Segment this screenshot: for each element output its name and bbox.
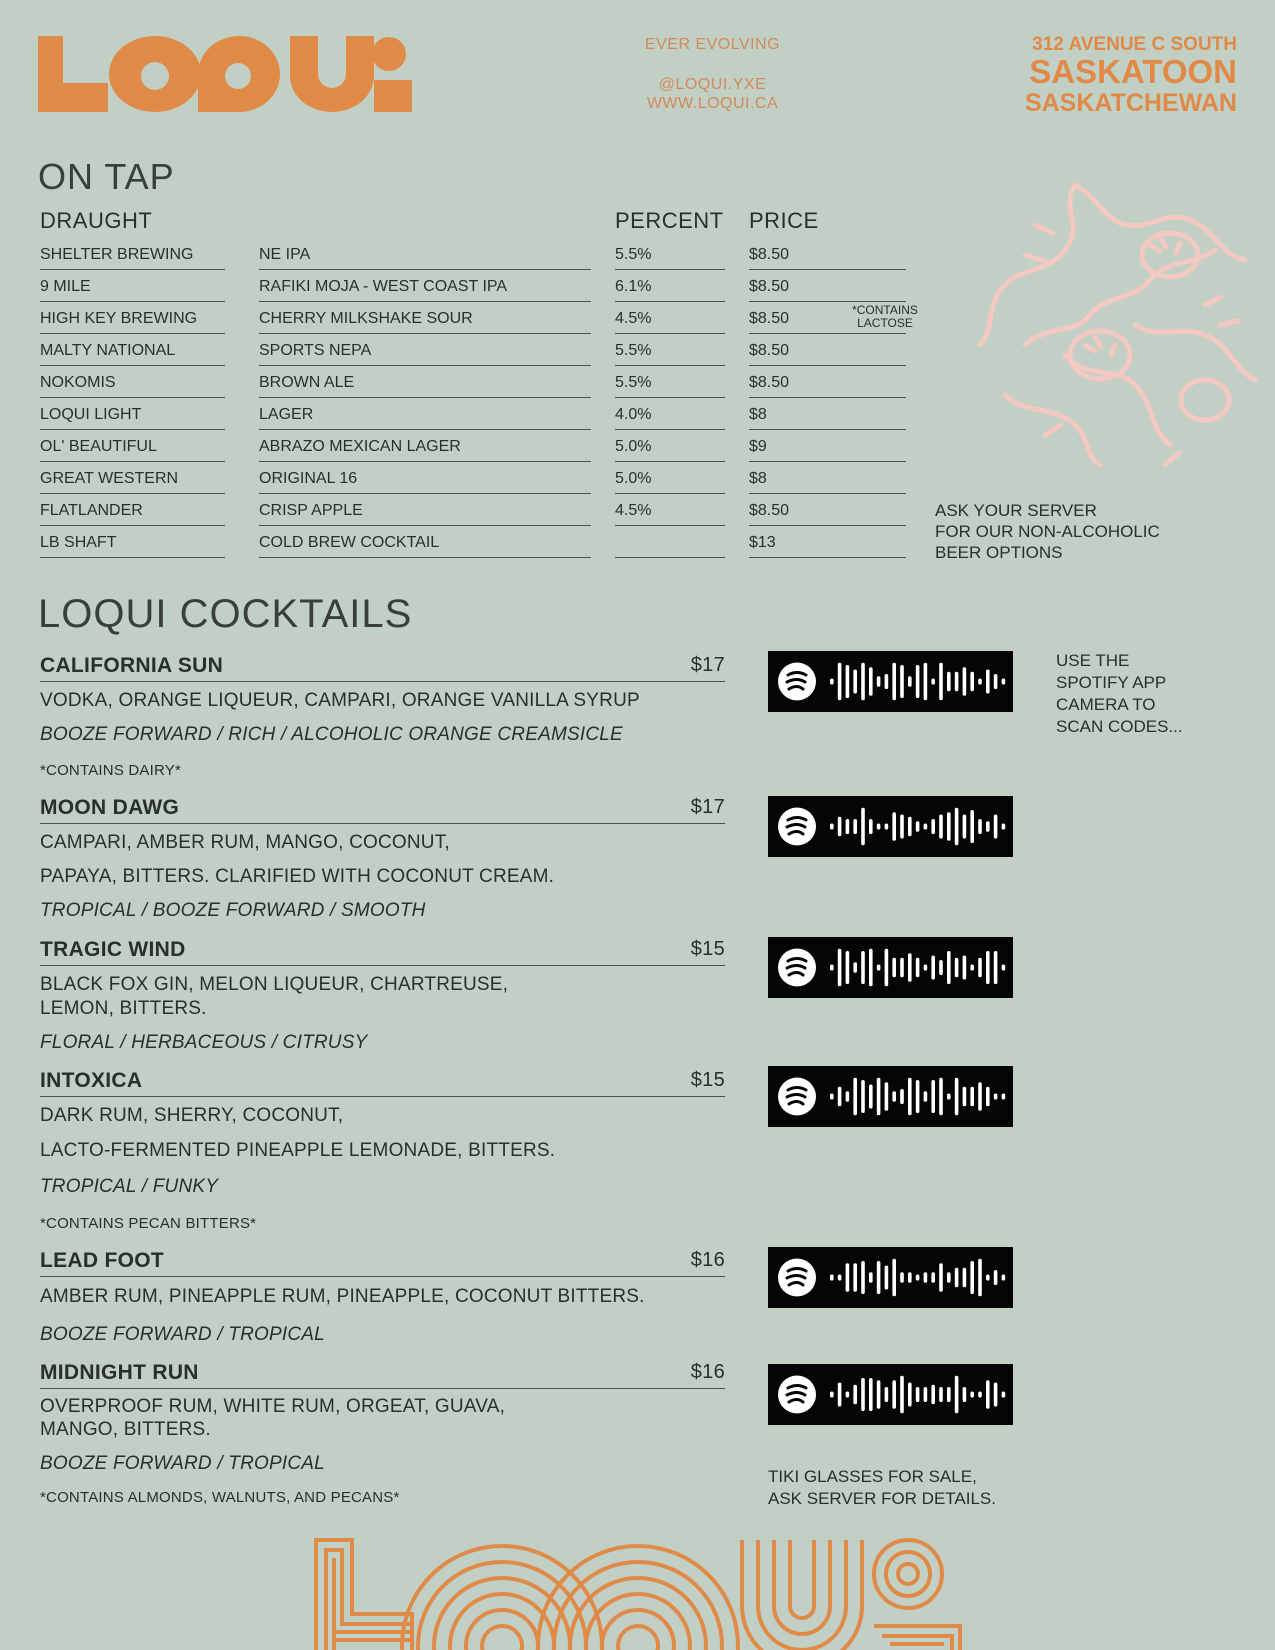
tap-price: $8.50 <box>749 272 906 302</box>
spotify-code-bar <box>970 672 974 692</box>
spotify-code-bar <box>830 679 834 685</box>
spotify-code-bar <box>885 824 889 830</box>
cocktail-ingredients: CAMPARI, AMBER RUM, MANGO, COCONUT, <box>40 832 450 853</box>
spotify-code-bar <box>908 817 912 837</box>
spotify-code-graphic <box>768 937 1013 998</box>
cocktail-ingredients: DARK RUM, SHERRY, COCONUT, <box>40 1105 344 1126</box>
tap-price: $9 <box>749 432 906 462</box>
spotify-code-bar <box>931 956 935 980</box>
spotify-code-bar <box>853 670 857 694</box>
spotify-code-bar <box>869 1378 873 1411</box>
cocktail-profile: TROPICAL / BOOZE FORWARD / SMOOTH <box>40 900 426 921</box>
cocktail-price: $15 <box>690 938 725 960</box>
spotify-code-bar <box>931 679 935 685</box>
spotify-code-bar <box>1002 1392 1006 1398</box>
spotify-code-bar <box>861 808 865 846</box>
spotify-code-bar <box>869 949 873 987</box>
cocktail-price: $17 <box>690 796 725 818</box>
tap-brewery: GREAT WESTERN <box>40 464 225 494</box>
cocktail-name: CALIFORNIA SUN <box>40 654 224 677</box>
spotify-code-bar <box>846 819 850 834</box>
spotify-code-bar <box>900 815 904 839</box>
spotify-code-icon[interactable] <box>768 937 1013 998</box>
website-link[interactable]: WWW.LOQUI.CA <box>646 95 779 112</box>
address: 312 AVENUE C SOUTH <box>1032 34 1237 55</box>
tap-beer: CHERRY MILKSHAKE SOUR <box>259 304 591 334</box>
spotify-code-bar <box>869 667 873 696</box>
non-alc-line: FOR OUR NON-ALCOHOLIC <box>935 522 1160 541</box>
spotify-code-bar <box>900 958 904 978</box>
spotify-code-bar <box>947 1387 951 1402</box>
spotify-code-bar <box>947 672 951 692</box>
spotify-code-bar <box>838 1275 842 1281</box>
cocktail-name: MOON DAWG <box>40 796 180 819</box>
spotify-code-bar <box>1002 824 1006 830</box>
spotify-code-bar <box>892 1380 896 1409</box>
cocktail-price: $16 <box>690 1361 725 1383</box>
spotify-code-bar <box>900 1376 904 1414</box>
spotify-code-bar <box>916 1387 920 1402</box>
spotify-code-bar <box>963 667 967 696</box>
spotify-code-bar <box>853 819 857 834</box>
spotify-code-bar <box>924 663 928 701</box>
spotify-code-bar <box>963 1087 967 1107</box>
tap-percent: 5.0% <box>615 432 725 462</box>
tap-brewery: NOKOMIS <box>40 368 225 398</box>
cocktail-header <box>40 1249 725 1277</box>
tagline: EVER EVOLVING <box>644 36 781 53</box>
spotify-note-line: SCAN CODES... <box>1056 717 1183 736</box>
spotify-code-bar <box>830 824 834 830</box>
spotify-note-line: SPOTIFY APP <box>1056 673 1167 692</box>
spotify-logo-icon <box>778 949 816 987</box>
spotify-code-icon[interactable] <box>768 1066 1013 1127</box>
cocktail-ingredients: AMBER RUM, PINEAPPLE RUM, PINEAPPLE, COCONUT BITTERS. <box>40 1286 645 1307</box>
spotify-code-bar <box>853 962 857 973</box>
cocktails-title: LOQUI COCKTAILS <box>38 592 413 636</box>
allergy-note: *CONTAINS PECAN BITTERS* <box>40 1215 257 1232</box>
spotify-code-bar <box>994 674 998 689</box>
cocktail-profile: TROPICAL / FUNKY <box>40 1176 219 1197</box>
spotify-code-bar <box>846 665 850 698</box>
cocktail-ingredients: MANGO, BITTERS. <box>40 1419 211 1440</box>
lactose-note-line: LACTOSE <box>857 316 913 330</box>
spotify-code-bar <box>994 951 998 984</box>
tap-percent: 5.5% <box>615 240 725 270</box>
spotify-code-bar <box>978 819 982 834</box>
spotify-code-bar <box>970 1087 974 1107</box>
spotify-code-bar <box>853 1078 857 1116</box>
cocktail-header <box>40 1361 725 1389</box>
tap-beer: CRISP APPLE <box>259 496 591 526</box>
spotify-code-bar <box>885 949 889 987</box>
spotify-code-graphic <box>768 651 1013 712</box>
spotify-code-bar <box>978 1392 982 1398</box>
spotify-code-bar <box>877 1380 881 1409</box>
spotify-code-bar <box>978 958 982 978</box>
tap-brewery: LOQUI LIGHT <box>40 400 225 430</box>
spotify-code-graphic <box>768 796 1013 857</box>
spotify-code-bar <box>924 1272 928 1283</box>
tap-brewery: MALTY NATIONAL <box>40 336 225 366</box>
spotify-logo-icon <box>778 1078 816 1116</box>
allergy-note: *CONTAINS DAIRY* <box>40 762 182 779</box>
spotify-code-icon[interactable] <box>768 651 1013 712</box>
spotify-code-bar <box>877 1261 881 1294</box>
spotify-code-bar <box>955 672 959 692</box>
spotify-code-bar <box>970 810 974 843</box>
spotify-code-bar <box>853 1263 857 1292</box>
spotify-code-bar <box>916 665 920 698</box>
spotify-code-icon[interactable] <box>768 1364 1013 1425</box>
spotify-code-bar <box>830 1275 834 1281</box>
spotify-code-bar <box>877 676 881 687</box>
spotify-code-bar <box>986 1380 990 1409</box>
cocktail-price: $15 <box>690 1069 725 1091</box>
tap-beer: LAGER <box>259 400 591 430</box>
spotify-code-bar <box>963 815 967 839</box>
spotify-code-bar <box>986 670 990 694</box>
spotify-code-bar <box>931 1385 935 1405</box>
spotify-code-bar <box>931 1080 935 1113</box>
city: SASKATOON <box>1029 53 1237 90</box>
spotify-code-bar <box>986 951 990 984</box>
spotify-note-line: CAMERA TO <box>1056 695 1156 714</box>
spotify-code-bar <box>900 1089 904 1104</box>
spotify-code-bar <box>994 1094 998 1100</box>
spotify-logo-icon <box>778 1376 816 1414</box>
spotify-code-bar <box>955 1268 959 1288</box>
tiki-note-line: TIKI GLASSES FOR SALE, <box>768 1467 977 1486</box>
draught-header: DRAUGHT <box>40 208 153 233</box>
spotify-code-bar <box>908 1272 912 1283</box>
cocktail-ingredients: VODKA, ORANGE LIQUEUR, CAMPARI, ORANGE VANILLA SYRUP <box>40 690 640 711</box>
cocktail-ingredients: LACTO-FERMENTED PINEAPPLE LEMONADE, BITTERS. <box>40 1140 556 1161</box>
spotify-code-bar <box>908 1383 912 1407</box>
lactose-note <box>846 304 924 330</box>
tiger-illustration <box>965 165 1275 475</box>
spotify-code-bar <box>830 1392 834 1398</box>
tiki-note-line: ASK SERVER FOR DETAILS. <box>768 1489 996 1508</box>
tap-price: $13 <box>749 528 906 558</box>
spotify-code-bar <box>861 1261 865 1294</box>
spotify-code-bar <box>955 1078 959 1116</box>
tap-beer: NE IPA <box>259 240 591 270</box>
spotify-code-icon[interactable] <box>768 1247 1013 1308</box>
cocktail-name: LEAD FOOT <box>40 1249 165 1272</box>
spotify-code-bar <box>846 951 850 984</box>
spotify-code-bar <box>986 1087 990 1107</box>
spotify-code-bar <box>861 1378 865 1411</box>
spotify-code-bar <box>978 1259 982 1297</box>
tap-price: $8 <box>749 464 906 494</box>
spotify-code-bar <box>830 965 834 971</box>
on-tap-title: ON TAP <box>38 156 175 197</box>
spotify-code-bar <box>892 1091 896 1102</box>
spotify-code-bar <box>947 812 951 841</box>
non-alc-line: BEER OPTIONS <box>935 543 1063 562</box>
tap-beer: ABRAZO MEXICAN LAGER <box>259 432 591 462</box>
cocktail-header <box>40 938 725 966</box>
spotify-code-bar <box>916 1080 920 1113</box>
spotify-code-bar <box>885 1082 889 1111</box>
spotify-code-bar <box>931 1272 935 1283</box>
spotify-code-bar <box>994 1270 998 1285</box>
cocktail-header <box>40 1069 725 1097</box>
loqui-logo <box>38 36 412 112</box>
spotify-code-bar <box>970 965 974 971</box>
cocktail-profile: FLORAL / HERBACEOUS / CITRUSY <box>40 1032 368 1053</box>
spotify-code-bar <box>955 958 959 978</box>
allergy-note: *CONTAINS ALMONDS, WALNUTS, AND PECANS* <box>40 1489 400 1506</box>
spotify-code-graphic <box>768 1247 1013 1308</box>
tap-price: $8 <box>749 400 906 430</box>
spotify-code-bar <box>1002 679 1006 685</box>
tap-price: $8.50 <box>749 240 906 270</box>
tap-price: $8.50 <box>749 496 906 526</box>
cocktail-header <box>40 654 725 682</box>
cocktail-profile: BOOZE FORWARD / TROPICAL <box>40 1324 325 1345</box>
non-alc-line: ASK YOUR SERVER <box>935 501 1097 520</box>
tap-brewery: HIGH KEY BREWING <box>40 304 225 334</box>
spotify-code-bar <box>885 1387 889 1402</box>
spotify-code-bar <box>970 1392 974 1398</box>
spotify-code-bar <box>994 1383 998 1407</box>
spotify-code-bar <box>978 679 982 685</box>
cocktail-ingredients: PAPAYA, BITTERS. CLARIFIED WITH COCONUT CREAM. <box>40 866 555 887</box>
spotify-code-bar <box>838 1087 842 1107</box>
cocktail-price: $16 <box>690 1249 725 1271</box>
tap-percent: 4.5% <box>615 496 725 526</box>
cocktail-header <box>40 796 725 824</box>
tap-price: $8.50 <box>749 368 906 398</box>
spotify-code-bar <box>970 1261 974 1294</box>
spotify-code-bar <box>955 808 959 846</box>
spotify-code-bar <box>885 674 889 689</box>
spotify-code-bar <box>924 1091 928 1102</box>
spotify-code-bar <box>869 1272 873 1283</box>
spotify-code-bar <box>900 665 904 698</box>
tap-percent: 4.5% <box>615 304 725 334</box>
tap-percent: 4.0% <box>615 400 725 430</box>
spotify-code-bar <box>861 951 865 984</box>
spotify-code-bar <box>892 958 896 978</box>
cocktail-ingredients: OVERPROOF RUM, WHITE RUM, ORGEAT, GUAVA, <box>40 1396 506 1417</box>
spotify-code-bar <box>908 1078 912 1116</box>
tap-brewery: SHELTER BREWING <box>40 240 225 270</box>
tap-beer: RAFIKI MOJA - WEST COAST IPA <box>259 272 591 302</box>
spotify-code-bar <box>955 1376 959 1414</box>
cocktail-name: INTOXICA <box>40 1069 143 1092</box>
tap-price: $8.50 <box>749 304 906 334</box>
percent-header: PERCENT <box>615 208 724 233</box>
spotify-code-bar <box>963 956 967 980</box>
spotify-code-bar <box>838 1383 842 1407</box>
spotify-code-bar <box>877 1078 881 1116</box>
spotify-code-bar <box>939 1263 943 1292</box>
tap-percent: 5.5% <box>615 368 725 398</box>
spotify-code-bar <box>838 663 842 701</box>
tap-brewery: LB SHAFT <box>40 528 225 558</box>
spotify-code-bar <box>900 1272 904 1283</box>
cocktail-profile: BOOZE FORWARD / RICH / ALCOHOLIC ORANGE CREAMSICLE <box>40 724 623 745</box>
tap-beer: BROWN ALE <box>259 368 591 398</box>
spotify-code-bar <box>939 1078 943 1116</box>
province: SASKATCHEWAN <box>1024 89 1237 117</box>
cocktail-name: TRAGIC WIND <box>40 938 186 961</box>
spotify-code-bar <box>931 819 935 834</box>
spotify-code-icon[interactable] <box>768 796 1013 857</box>
spotify-code-bar <box>916 958 920 978</box>
spotify-code-bar <box>908 676 912 687</box>
tap-price: $8.50 <box>749 336 906 366</box>
cocktail-profile: BOOZE FORWARD / TROPICAL <box>40 1453 325 1474</box>
spotify-code-bar <box>908 953 912 982</box>
spotify-code-bar <box>947 951 951 984</box>
spotify-code-bar <box>924 1387 928 1402</box>
spotify-code-bar <box>1002 1094 1006 1100</box>
spotify-code-bar <box>892 663 896 701</box>
spotify-code-bar <box>978 1082 982 1111</box>
spotify-code-bar <box>939 663 943 701</box>
spotify-code-bar <box>947 1094 951 1100</box>
spotify-code-bar <box>986 1275 990 1281</box>
tap-brewery: FLATLANDER <box>40 496 225 526</box>
spotify-code-bar <box>924 824 928 830</box>
spotify-code-graphic <box>768 1364 1013 1425</box>
tap-percent <box>615 528 725 558</box>
spotify-logo-icon <box>778 808 816 846</box>
spotify-code-bar <box>885 1266 889 1290</box>
spotify-code-bar <box>830 1094 834 1100</box>
spotify-code-bar <box>846 1263 850 1292</box>
spotify-code-bar <box>861 1080 865 1113</box>
cocktail-ingredients: LEMON, BITTERS. <box>40 998 207 1019</box>
tap-brewery: OL' BEAUTIFUL <box>40 432 225 462</box>
spotify-code-bar <box>877 965 881 971</box>
lactose-note-line: *CONTAINS <box>852 303 918 317</box>
spotify-code-bar <box>838 817 842 837</box>
spotify-code-bar <box>877 824 881 830</box>
price-header: PRICE <box>749 208 819 233</box>
spotify-code-graphic <box>768 1066 1013 1127</box>
tap-beer: SPORTS NEPA <box>259 336 591 366</box>
spotify-code-bar <box>963 1268 967 1288</box>
spotify-code-bar <box>947 1272 951 1283</box>
cocktail-price: $17 <box>690 654 725 676</box>
spotify-code-bar <box>963 1387 967 1402</box>
spotify-note <box>1056 650 1183 738</box>
non-alcoholic-note <box>935 500 1160 563</box>
spotify-logo-icon <box>778 1259 816 1297</box>
spotify-code-bar <box>924 965 928 971</box>
tap-beer: COLD BREW COCKTAIL <box>259 528 591 558</box>
tap-beer: ORIGINAL 16 <box>259 464 591 494</box>
tiki-glasses-note <box>768 1466 996 1510</box>
spotify-code-bar <box>846 1392 850 1398</box>
spotify-code-bar <box>869 1085 873 1109</box>
spotify-code-bar <box>916 821 920 832</box>
spotify-code-bar <box>869 819 873 834</box>
cocktail-name: MIDNIGHT RUN <box>40 1361 199 1384</box>
spotify-note-line: USE THE <box>1056 651 1130 670</box>
instagram-handle[interactable]: @LOQUI.YXE <box>658 76 767 93</box>
tap-percent: 5.5% <box>615 336 725 366</box>
tap-percent: 6.1% <box>615 272 725 302</box>
spotify-code-bar <box>939 1387 943 1402</box>
spotify-code-bar <box>846 1091 850 1102</box>
spotify-code-bar <box>892 812 896 841</box>
loqui-footer-logo <box>312 1536 964 1650</box>
spotify-code-bar <box>838 949 842 987</box>
spotify-code-bar <box>986 821 990 832</box>
spotify-code-bar <box>853 1385 857 1405</box>
tap-percent: 5.0% <box>615 464 725 494</box>
spotify-code-bar <box>916 1275 920 1281</box>
spotify-code-bar <box>1002 965 1006 971</box>
spotify-code-bar <box>892 1259 896 1297</box>
spotify-code-bar <box>994 815 998 839</box>
spotify-code-bar <box>939 815 943 839</box>
spotify-code-bar <box>1002 1275 1006 1281</box>
spotify-code-bar <box>939 960 943 975</box>
tap-brewery: 9 MILE <box>40 272 225 302</box>
spotify-logo-icon <box>778 663 816 701</box>
cocktail-ingredients: BLACK FOX GIN, MELON LIQUEUR, CHARTREUSE, <box>40 974 509 995</box>
spotify-code-bar <box>861 663 865 701</box>
